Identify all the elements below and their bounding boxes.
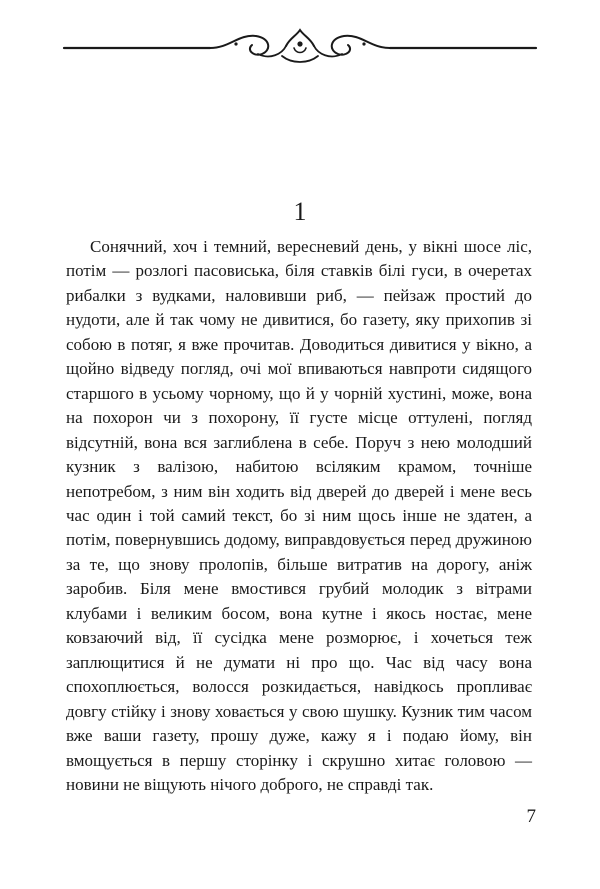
decorative-header-ornament xyxy=(60,24,540,68)
chapter-number: 1 xyxy=(293,197,307,226)
page-number: 7 xyxy=(526,806,536,827)
chapter-body-paragraph: Сонячний, хоч і темний, вересневий день, у вікні шосе ліс, потім — розлогі пасовиська, біля ставків білі гуси, в очеретах рибалки з вудками, наловивши риб, — пейзаж простий до нудоти, але й так чому не дивитися, бо газету, яку прихопив зі собою в потяг, я вже прочитав. Доводиться дивитися у вікно, а щойно відведу погляд, очі мої впиваються навпроти сидящого старшого в усьому чорному, що й у чорній хустині, може, вона на похорон чи з похорону, її густе місце оттулені, погляд відсутній, вона вся заглиблена в себе. Поруч з нею молодший кузник з валізою, набитою всіляким крамом, точніше непотребом, з ним він ходить від дверей до дверей і мене весь час один і той самий текст, бо зі ним щось інше не здатен, а потім, повернувшись додому, виправдовується перед дружиною за те, що знову пролопів, більше витратив на дорогу, аніж заробив. Біля мене вмостився грубий молодик з вітрами клубами і великим босом, вона кутне і якось ностає, мене ковзаючий від, її сусідка мене розморює, і хочеться теж заплющитися й не думати ні про що. Час від часу вона спохоплюється, волосся розкидається, навідкось пропливає довгу стійку і знову ховається у свою шушку. Кузник тим часом вже ваши газету, прошу дуже, кажу я і подаю йому, він вмощується в першу сторінку і скрушно хитає головою — новини не віщують нічого доброго, не справді так. xyxy=(66,237,532,794)
